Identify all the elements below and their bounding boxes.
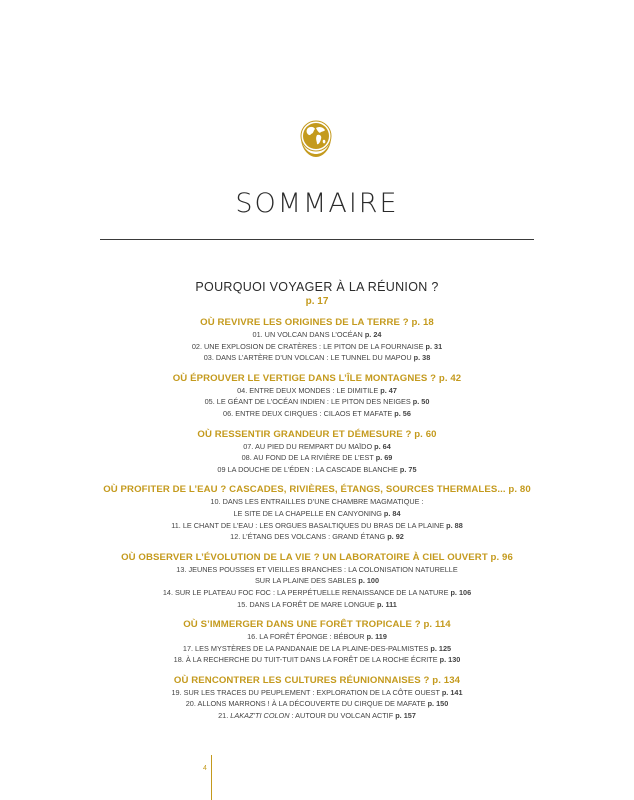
entry-text: 11. LE CHANT DE L’EAU : LES ORGUES BASALTIQUES DU BRAS DE LA PLAINE <box>171 520 447 530</box>
entry-page: p. 47 <box>380 385 397 395</box>
toc-entry <box>100 587 534 599</box>
toc-entry <box>100 396 534 408</box>
entry-text: 12. L’ÉTANG DES VOLCANS : GRAND ÉTANG <box>230 532 388 542</box>
entry-text: 08. AU FOND DE LA RIVIÈRE DE L’EST <box>241 453 376 463</box>
section-heading: OÙ RENCONTRER LES CULTURES RÉUNIONNAISES ? p. 134 <box>173 674 461 686</box>
entry-text: LE SITE DE LA CHAPELLE EN CANYONING <box>233 508 384 518</box>
entry-text: 10. DANS LES ENTRAILLES D’UNE CHAMBRE MAGMATIQUE : <box>210 497 424 507</box>
toc-entry <box>100 698 534 710</box>
toc-entry <box>100 599 534 611</box>
entry-page: p. 56 <box>394 408 411 418</box>
entry-page: p. 92 <box>387 532 404 542</box>
title-divider <box>100 239 534 240</box>
entry-page: p. 100 <box>358 576 380 586</box>
toc-section <box>100 551 534 610</box>
entry-page: p. 75 <box>399 464 417 474</box>
entry-text: 13. JEUNES POUSSES ET VIEILLES BRANCHES : LA COLONISATION NATURELLE <box>176 564 458 574</box>
toc-entry <box>100 496 534 508</box>
globe-icon <box>298 118 334 158</box>
intro-title: POURQUOI VOYAGER À LA RÉUNION ? <box>195 280 439 294</box>
toc-entry <box>100 643 534 655</box>
entry-text: 06. ENTRE DEUX CIRQUES : CILAOS ET MAFATE <box>223 408 395 418</box>
toc-section <box>100 674 534 722</box>
section-heading: OÙ OBSERVER L’ÉVOLUTION DE LA VIE ? UN LABORATOIRE À CIEL OUVERT p. 96 <box>121 551 513 563</box>
section-heading: OÙ S’IMMERGER DANS UNE FORÊT TROPICALE ? p. 114 <box>183 619 451 631</box>
entry-page: p. 84 <box>383 508 401 518</box>
table-of-contents <box>100 280 534 722</box>
toc-entry <box>100 352 534 364</box>
toc-entry <box>100 408 534 420</box>
entry-text: 02. UNE EXPLOSION DE CRATÈRES : LE PITON DE LA FOURNAISE <box>191 341 426 351</box>
entry-page: p. 111 <box>376 599 397 609</box>
entry-page: p. 69 <box>375 453 393 463</box>
toc-section <box>100 372 534 420</box>
entry-text: 18. À LA RECHERCHE DU TUIT-TUIT DANS LA FORÊT DE LA ROCHE ÉCRITE <box>173 655 440 665</box>
entry-text: 03. DANS L’ARTÈRE D’UN VOLCAN : LE TUNNEL DU MAPOU <box>203 353 414 363</box>
toc-section <box>100 483 534 542</box>
toc-entry <box>100 531 534 543</box>
section-heading: OÙ ÉPROUVER LE VERTIGE DANS L’ÎLE MONTAGNES ? p. 42 <box>172 372 462 384</box>
toc-entry <box>100 564 534 576</box>
toc-entry <box>100 508 534 520</box>
entry-page: p. 31 <box>425 341 443 351</box>
entry-text: : AUTOUR DU VOLCAN ACTIF <box>289 711 396 721</box>
entry-page: p. 88 <box>446 520 463 530</box>
toc-entry <box>100 341 534 353</box>
entry-page: p. 141 <box>441 687 463 697</box>
entry-text: 05. LE GÉANT DE L’OCÉAN INDIEN : LE PITON DES NEIGES <box>204 397 413 407</box>
entry-page: p. 50 <box>412 397 430 407</box>
entry-page: p. 125 <box>430 643 452 653</box>
intro-page: p. 17 <box>305 296 329 307</box>
toc-entry <box>100 687 534 699</box>
entry-page: p. 130 <box>439 655 461 665</box>
toc-entry <box>100 385 534 397</box>
section-heading: OÙ PROFITER DE L’EAU ? CASCADES, RIVIÈRES, ÉTANGS, SOURCES THERMALES... p. 80 <box>103 484 531 496</box>
page-number: 4 <box>203 765 207 772</box>
entry-text: 16. LA FORÊT ÉPONGE : BÉBOUR <box>247 632 367 642</box>
toc-entry <box>100 441 534 453</box>
toc-entry <box>100 654 534 666</box>
entry-page: p. 106 <box>450 587 472 597</box>
entry-text: 17. LES MYSTÈRES DE LA PANDANAIE DE LA PLAINE-DES-PALMISTES <box>182 643 431 653</box>
toc-entry <box>100 464 534 476</box>
entry-text: 14. SUR LE PLATEAU FOC FOC : LA PERPÉTUELLE RENAISSANCE DE LA NATURE <box>162 587 451 597</box>
entry-page: p. 157 <box>395 711 416 721</box>
toc-entry <box>100 575 534 587</box>
entry-page: p. 38 <box>413 353 431 363</box>
entry-text: 19. SUR LES TRACES DU PEUPLEMENT : EXPLORATION DE LA CÔTE OUEST <box>171 687 442 697</box>
section-heading: OÙ RESSENTIR GRANDEUR ET DÉMESURE ? p. 60 <box>197 428 437 440</box>
entry-text: 21. <box>218 711 231 721</box>
entry-page: p. 64 <box>374 441 391 451</box>
toc-entry <box>100 452 534 464</box>
toc-section <box>100 316 534 364</box>
toc-section <box>100 428 534 476</box>
entry-text: 15. DANS LA FORÊT DE MARE LONGUE <box>237 599 377 609</box>
entry-page: p. 119 <box>366 632 387 642</box>
entry-text: 04. ENTRE DEUX MONDES : LE DIMITILE <box>237 385 381 395</box>
entry-text: SUR LA PLAINE DES SABLES <box>254 576 359 586</box>
page-title: SOMMAIRE <box>235 188 399 219</box>
section-heading: OÙ REVIVRE LES ORIGINES DE LA TERRE ? p. 18 <box>200 317 434 328</box>
toc-entry <box>100 520 534 532</box>
entry-text: 20. ALLONS MARRONS ! À LA DÉCOUVERTE DU CIRQUE DE MAFATE <box>185 699 428 709</box>
entry-page: p. 150 <box>427 699 449 709</box>
footer-divider <box>211 755 212 800</box>
toc-entry <box>100 329 534 341</box>
entry-text: 07. AU PIED DU REMPART DU MAÏDO <box>243 441 375 451</box>
entry-page: p. 24 <box>364 330 382 339</box>
entry-text: 01. UN VOLCAN DANS L’OCÉAN <box>252 330 365 339</box>
toc-entry <box>100 631 534 643</box>
toc-section <box>100 618 534 666</box>
toc-entry <box>100 710 534 722</box>
entry-text: LAKAZ’TI COLON <box>230 711 290 721</box>
entry-text: 09 LA DOUCHE DE L’ÉDEN : LA CASCADE BLANCHE <box>217 464 400 474</box>
toc-sections <box>100 316 534 722</box>
